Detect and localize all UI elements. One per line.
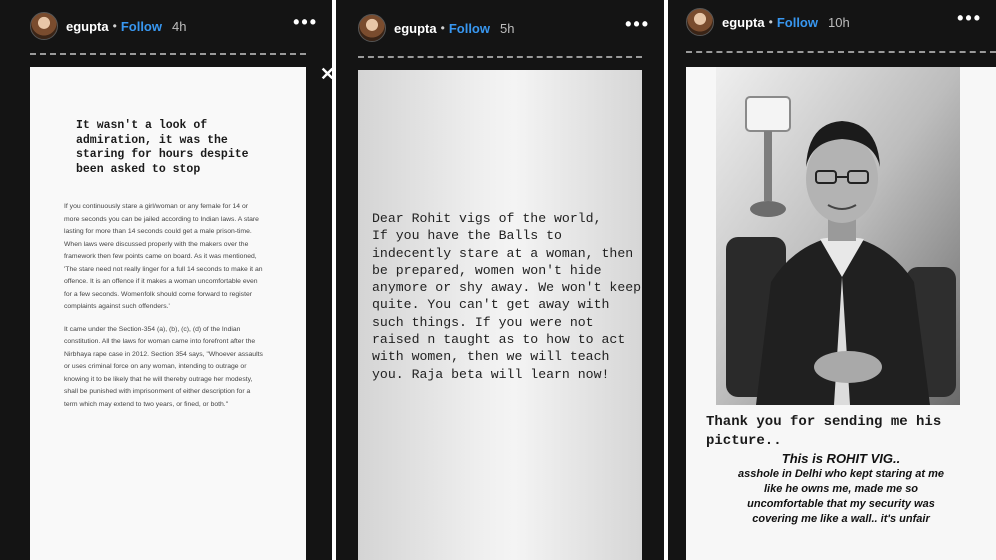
timestamp: 10h — [828, 14, 850, 30]
story-header — [668, 2, 996, 42]
story-panel-1[interactable] — [0, 0, 336, 560]
portrait-photo — [716, 67, 960, 405]
progress-bar — [686, 51, 996, 53]
username[interactable]: egupta — [394, 20, 437, 36]
article-paragraph: It came under the Section-354 (a), (b), (c), (d) of the Indian constitution. All the laws for woman came into forefront after the Nirbhaya rape case in 2012. Section 354 says, "Whoever assaults or uses criminal force on any woman, intending to outrage or knowing it to be likely that he will thereby outrage her modesty, shall be punished with imprisonment of either description for a term which may extend to two years, or fined, or both." — [64, 325, 263, 408]
follow-button[interactable]: Follow — [120, 18, 162, 34]
avatar[interactable] — [358, 14, 386, 42]
separator-dot: • — [768, 15, 773, 29]
progress-bar — [30, 53, 306, 55]
caption — [736, 451, 946, 527]
caption-title: This is ROHIT VIG.. — [781, 451, 901, 466]
story-header — [0, 6, 332, 46]
follow-button[interactable]: Follow — [448, 20, 490, 36]
username[interactable]: egupta — [66, 18, 109, 34]
story-panel-3[interactable] — [668, 0, 996, 560]
separator-dot: • — [112, 19, 117, 33]
more-options-icon[interactable]: ••• — [293, 12, 318, 32]
portrait-illustration — [716, 67, 960, 405]
avatar[interactable] — [686, 8, 714, 36]
article-paragraph: If you continuously stare a girl/woman or any female for 14 or more seconds you can be jailed according to Indian laws. A stare lasting for more than 14 seconds could get a male prison-time. When laws were discussed properly with the makers over the framework then few points came on board. As it was mentioned, 'The stare need not really linger for a full 14 seconds to make it an offence. It is an offence if it makes a woman uncomfortable even for a few seconds. Womenfolk should come forward to register complaints against such offenders.' — [64, 203, 263, 310]
timestamp: 5h — [500, 20, 515, 36]
timestamp: 4h — [172, 18, 187, 34]
next-story-icon[interactable]: ✕ — [320, 64, 336, 84]
avatar[interactable] — [30, 12, 58, 40]
progress-bar — [358, 56, 642, 58]
separator-dot: • — [440, 21, 445, 35]
username[interactable]: egupta — [722, 14, 765, 30]
story-content — [30, 67, 306, 560]
story-content — [686, 67, 996, 560]
more-options-icon[interactable]: ••• — [957, 8, 982, 28]
follow-button[interactable]: Follow — [776, 14, 818, 30]
story-header — [336, 8, 664, 48]
caption-body: asshole in Delhi who kept staring at me like he owns me, made me so uncomfortable that my security was covering me like a wall.. it's unfair — [738, 468, 944, 525]
story-letter: Dear Rohit vigs of the world, If you have the Balls to indecently stare at a woman, then be prepared, women won't hide anymore or shy away. We won't keep quite. You can't get away with such things. If you were not raised n taught as to how to act with women, then we will teach you. Raja beta will learn now! — [372, 211, 642, 382]
story-panel-2[interactable] — [336, 0, 664, 560]
thanks-text: Thank you for sending me his picture.. — [706, 414, 942, 449]
story-content — [358, 70, 642, 560]
more-options-icon[interactable]: ••• — [625, 14, 650, 34]
story-quote: It wasn't a look of admiration, it was the staring for hours despite been asked to stop — [76, 119, 249, 176]
article-text — [64, 201, 264, 421]
